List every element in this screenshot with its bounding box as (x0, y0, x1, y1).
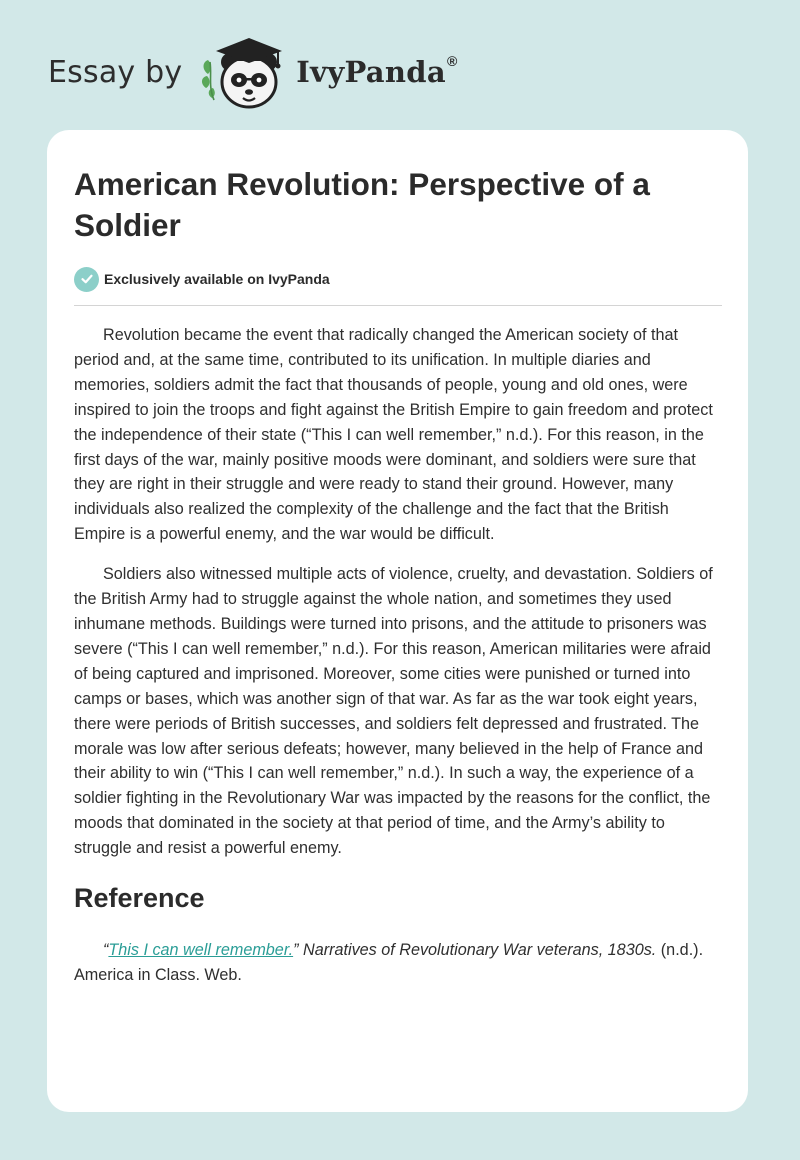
essay-content (74, 164, 722, 988)
check-icon (74, 267, 99, 292)
reference-link[interactable]: This I can well remember. (108, 941, 294, 960)
essay-title: American Revolution: Perspective of a Soldier (74, 166, 650, 243)
essay-by-label: Essay by (48, 54, 183, 90)
essay-card (47, 130, 748, 1112)
site-header (48, 32, 458, 112)
reference-close-quote: ” (293, 941, 299, 960)
reference-entry (74, 938, 722, 988)
divider (74, 305, 722, 306)
registered-mark: ® (446, 53, 458, 69)
essay-body (74, 323, 722, 861)
brand-text: IvyPanda (296, 55, 446, 89)
paragraph: Soldiers also witnessed multiple acts of violence, cruelty, and devastation. Soldiers of the British Army had to struggle against the whole nation, and sometimes they used inhumane methods. Buildings were turned into prisons, and the attitude to prisoners was severe (“This I can well remember,” n.d.). For this reason, American militaries were afraid of being captured and imprisoned. Moreover, some cities were punished or turned into camps or bases, which was another sign of that war. As far as the war took eight years, there were periods of British successes, and soldiers felt depressed and frustrated. The morale was low after serious defeats; however, many believed in the help of France and their ability to win (“This I can well remember,” n.d.). In such a way, the experience of a soldier fighting in the Revolutionary War was impacted by the reasons for the conflict, the moods that dominated in the society at that period of time, and the Army’s ability to struggle and resist a powerful enemy. (74, 565, 713, 858)
exclusive-badge (74, 266, 722, 292)
brand-name[interactable] (296, 55, 457, 89)
reference-details: (n.d.). America in Class. Web. (74, 941, 704, 984)
badge-label: Exclusively available on IvyPanda (104, 271, 330, 287)
reference-source: Narratives of Revolutionary War veterans, 1830s. (298, 941, 657, 960)
reference-heading: Reference (74, 883, 205, 914)
paragraph: Revolution became the event that radically changed the American society of that period and, at the same time, contributed to its unification. In multiple diaries and memories, soldiers admit the fact that thousands of people, young and old ones, were inspired to join the troops and fight against the British Empire to gain freedom and protect the independence of their state (“This I can well remember,” n.d.). For this reason, in the first days of the war, mainly positive moods were dominant, and soldiers were sure that they are right in their struggle and were ready to stand their ground. However, many individuals also realized the complexity of the challenge and the fact that the British Empire is a powerful enemy, and the war would be difficult. (74, 326, 713, 544)
ivypanda-logo-icon[interactable] (200, 32, 292, 112)
reference-open-quote: “ (103, 941, 109, 960)
